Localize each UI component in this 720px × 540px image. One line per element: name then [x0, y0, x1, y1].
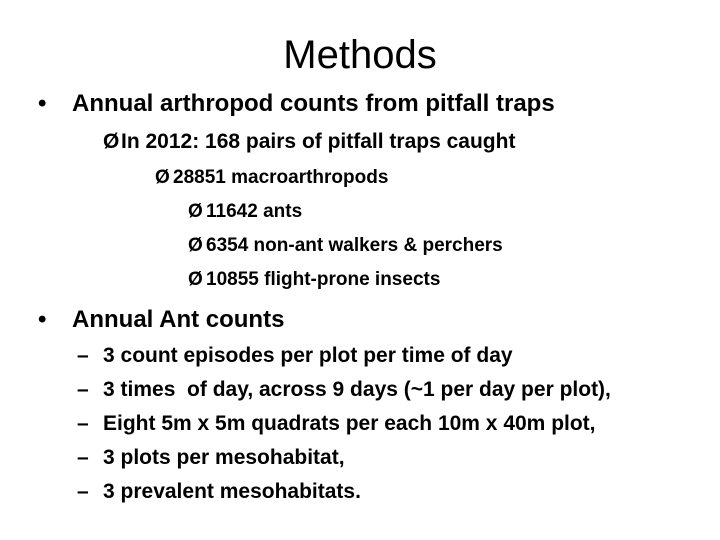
- dash-marker: –: [77, 480, 89, 503]
- list-item-text: 3 prevalent mesohabitats.: [103, 480, 361, 503]
- list-item-text: 3 plots per mesohabitat,: [103, 446, 345, 469]
- bullet-text: Annual arthropod counts from pitfall traps: [72, 90, 555, 117]
- arrow-bullet-icon: Ø: [188, 201, 203, 222]
- list-item-text: Eight 5m x 5m quadrats per each 10m x 40m plot,: [103, 412, 596, 435]
- bullet-text: Annual Ant counts: [72, 306, 285, 333]
- list-item-flight-prone: [188, 269, 440, 291]
- list-item-text: 3 count episodes per plot per time of day: [103, 344, 513, 367]
- list-item-prevalent-mesohabitats: [77, 480, 361, 504]
- bullet-marker: •: [38, 90, 47, 117]
- list-item-quadrats: [77, 412, 596, 436]
- list-item-text: 11642 ants: [206, 201, 303, 222]
- list-item-count-episodes: [77, 344, 513, 368]
- dash-marker: –: [77, 344, 89, 367]
- arrow-bullet-icon: Ø: [155, 167, 170, 188]
- subsubbullet-text: 28851 macroarthropods: [173, 167, 389, 188]
- dash-marker: –: [77, 412, 89, 435]
- arrow-bullet-icon: Ø: [188, 269, 203, 290]
- bullet-annual-arthropod-counts: [38, 90, 555, 118]
- list-item-plots-per-mesohabitat: [77, 446, 345, 470]
- list-item-ants: [188, 201, 302, 223]
- arrow-bullet-icon: Ø: [188, 235, 203, 256]
- bullet-annual-ant-counts: [38, 306, 284, 334]
- list-item-text: 10855 flight-prone insects: [206, 269, 441, 290]
- list-item-text: 3 times of day, across 9 days (~1 per day per plot),: [103, 378, 611, 401]
- slide-title: Methods: [283, 33, 437, 77]
- subbullet-2012-pitfall-traps: [103, 130, 515, 154]
- dash-marker: –: [77, 446, 89, 469]
- dash-marker: –: [77, 378, 89, 401]
- arrow-bullet-icon: Ø: [103, 130, 120, 153]
- bullet-marker: •: [38, 306, 47, 333]
- list-item-non-ant-walkers: [188, 235, 503, 257]
- subbullet-text: In 2012: 168 pairs of pitfall traps caught: [121, 130, 516, 153]
- subsubbullet-macroarthropods: [155, 167, 388, 189]
- list-item-times-of-day: [77, 378, 611, 402]
- list-item-text: 6354 non-ant walkers & perchers: [206, 235, 503, 256]
